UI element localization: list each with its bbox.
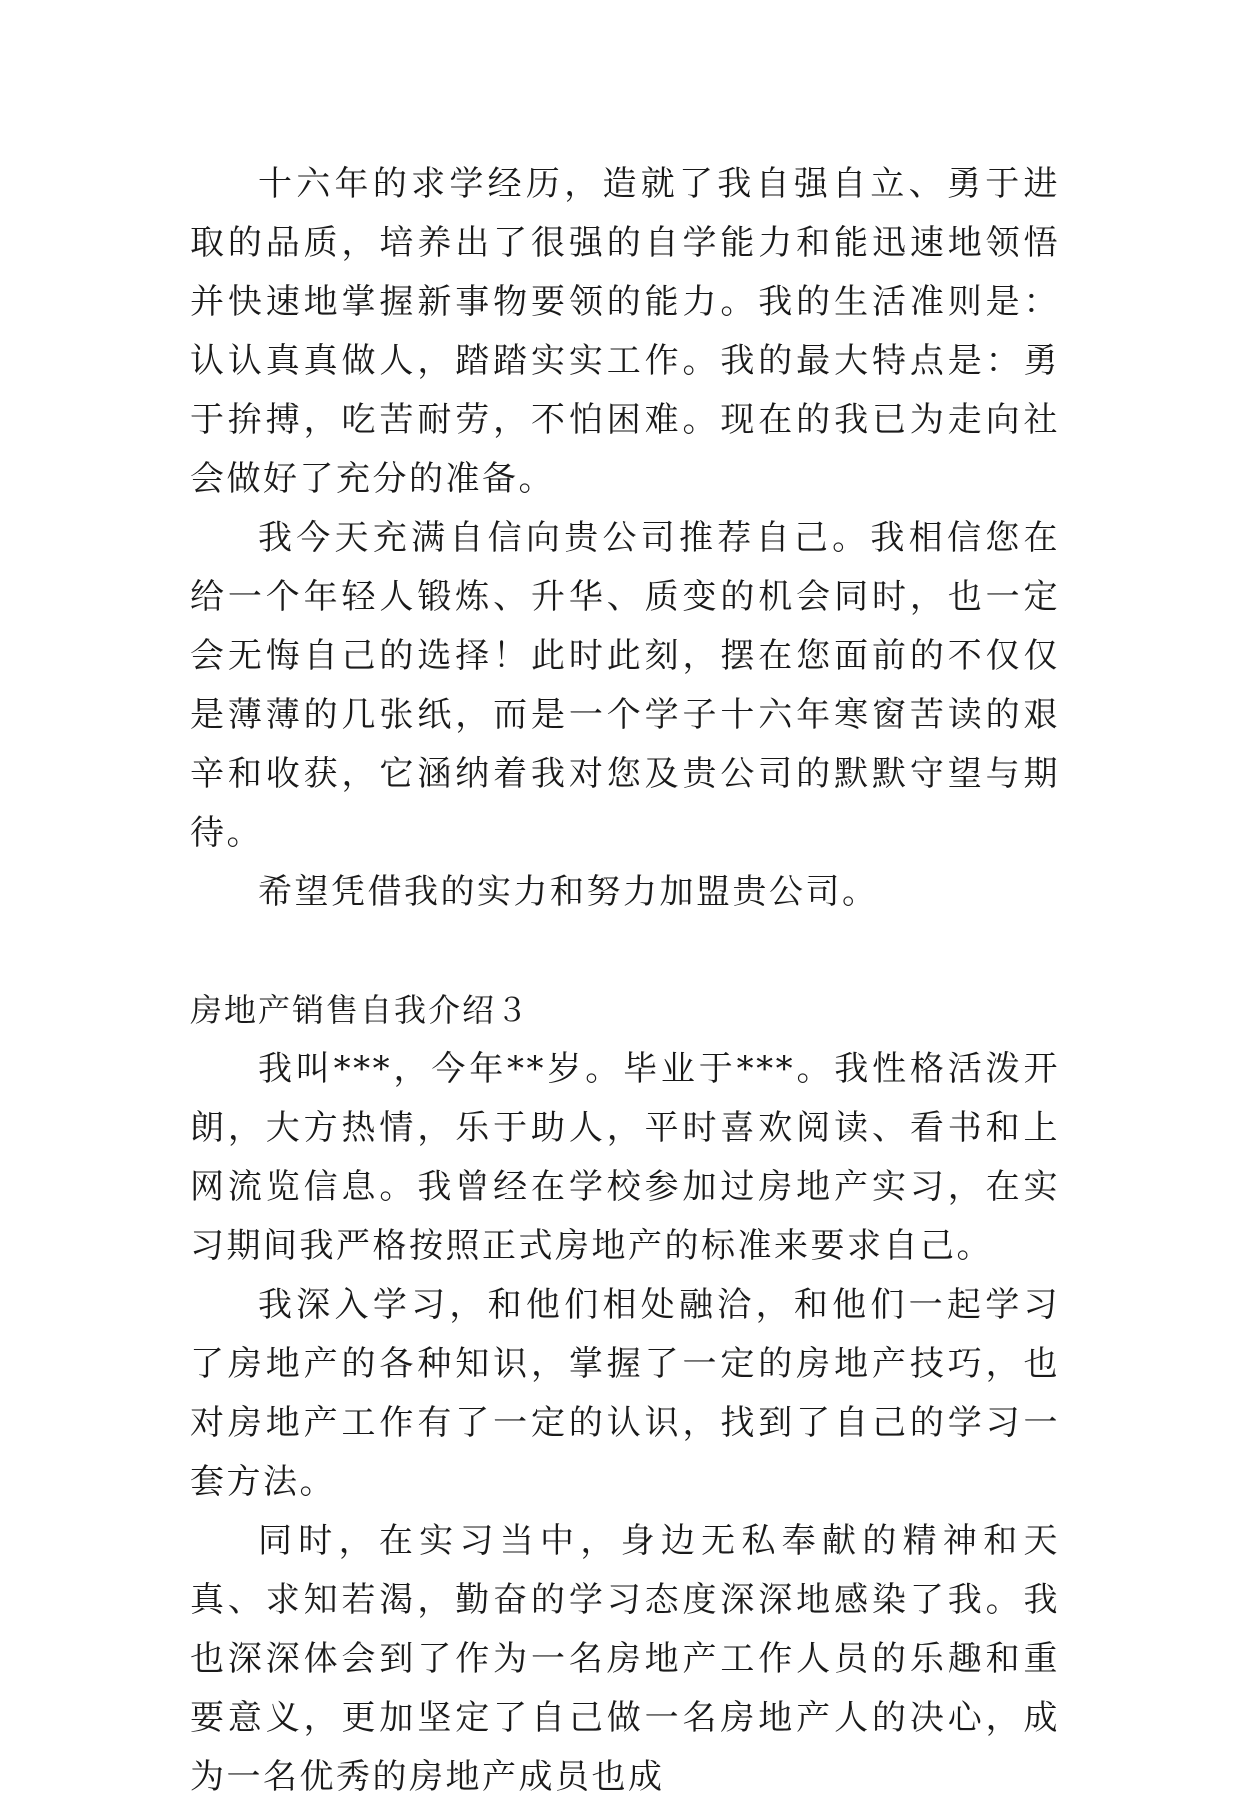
section-title: 房地产销售自我介绍３ (190, 991, 531, 1029)
paragraph-internship-experience: 同时，在实习当中，身边无私奉献的精神和天真、求知若渴，勤奋的学习态度深深地感染了我。我也深深体会到了作为一名房地产工作人员的乐趣和重要意义，更加坚定了自己做一名房地产人的决心，成为一名优秀的房地产成员也成 (190, 1521, 1060, 1797)
document-body (190, 155, 1060, 1807)
section-spacer (190, 922, 1060, 981)
paragraph-hope-to-join: 希望凭借我的实力和努力加盟贵公司。 (258, 872, 879, 912)
paragraph-deep-learning: 我深入学习，和他们相处融洽，和他们一起学习了房地产的各种知识，掌握了一定的房地产技巧，也对房地产工作有了一定的认识，找到了自己的学习一套方法。 (190, 1285, 1060, 1502)
paragraph-study-experience: 十六年的求学经历，造就了我自强自立、勇于进取的品质，培养出了很强的自学能力和能迅速地领悟并快速地掌握新事物要领的能力。我的生活准则是：认认真真做人，踏踏实实工作。我的最大特点是：勇于拚搏，吃苦耐劳，不怕困难。现在的我已为走向社会做好了充分的准备。 (190, 164, 1060, 499)
paragraph-self-recommendation: 我今天充满自信向贵公司推荐自己。我相信您在给一个年轻人锻炼、升华、质变的机会同时，也一定会无悔自己的选择！此时此刻，摆在您面前的不仅仅是薄薄的几张纸，而是一个学子十六年寒窗苦读的艰辛和收获，它涵纳着我对您及贵公司的默默守望与期待。 (190, 518, 1060, 853)
paragraph-personal-intro: 我叫***，今年**岁。毕业于***。我性格活泼开朗，大方热情，乐于助人，平时喜欢阅读、看书和上网流览信息。我曾经在学校参加过房地产实习，在实习期间我严格按照正式房地产的标准来要求自己。 (190, 1049, 1060, 1266)
